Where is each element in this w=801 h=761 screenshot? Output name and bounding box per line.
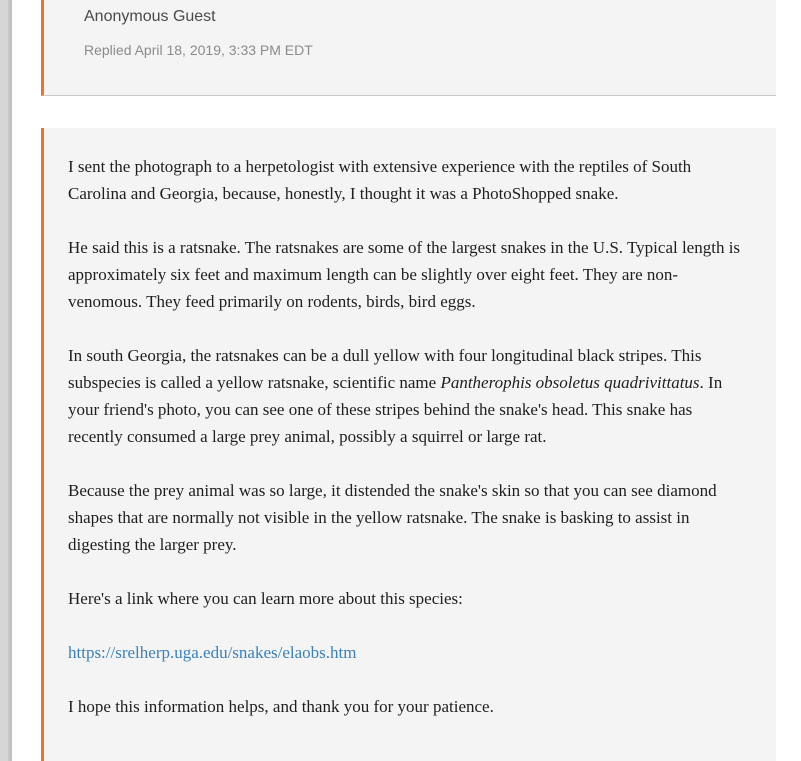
answer-paragraph-3-start: In south Georgia, the ratsnakes can be a dull yellow with four longitudinal black stripes. This subspecies is called a yellow ratsnake, scientific name <box>68 346 702 392</box>
answer-paragraph-5: Here's a link where you can learn more about this species: <box>68 589 463 608</box>
answer-paragraph-3 <box>68 342 748 450</box>
answer-paragraph-6: I hope this information helps, and thank you for your patience. <box>68 697 494 716</box>
reply-card <box>41 0 776 96</box>
answer-body <box>68 153 748 747</box>
species-link[interactable]: https://srelherp.uga.edu/snakes/elaobs.htm <box>68 643 357 662</box>
reply-date: Replied April 18, 2019, 3:33 PM EDT <box>84 42 313 58</box>
reply-author: Anonymous Guest <box>84 8 216 25</box>
answer-paragraph-2: He said this is a ratsnake. The ratsnakes are some of the largest snakes in the U.S. Typical length is approximately six feet and maximum length can be slightly over eight feet. They are non-venomous. They feed primarily on rodents, birds, bird eggs. <box>68 238 741 311</box>
answer-paragraph-1: I sent the photograph to a herpetologist with extensive experience with the reptiles of South Carolina and Georgia, because, honestly, I thought it was a PhotoShopped snake. <box>68 157 692 203</box>
scientific-name: Pantherophis obsoletus quadrivittatus <box>440 373 700 392</box>
answer-paragraph-3-end: . In your friend's photo, you can see one of these stripes behind the snake's head. This snake has recently consumed a large prey animal, possibly a squirrel or large rat. <box>68 373 723 446</box>
answer-card <box>41 128 776 761</box>
answer-paragraph-4: Because the prey animal was so large, it distended the snake's skin so that you can see diamond shapes that are normally not visible in the yellow ratsnake. The snake is basking to assist in digesting the larger prey. <box>68 481 717 554</box>
answer-link-paragraph <box>68 639 748 666</box>
scrollbar-track[interactable] <box>0 0 12 761</box>
